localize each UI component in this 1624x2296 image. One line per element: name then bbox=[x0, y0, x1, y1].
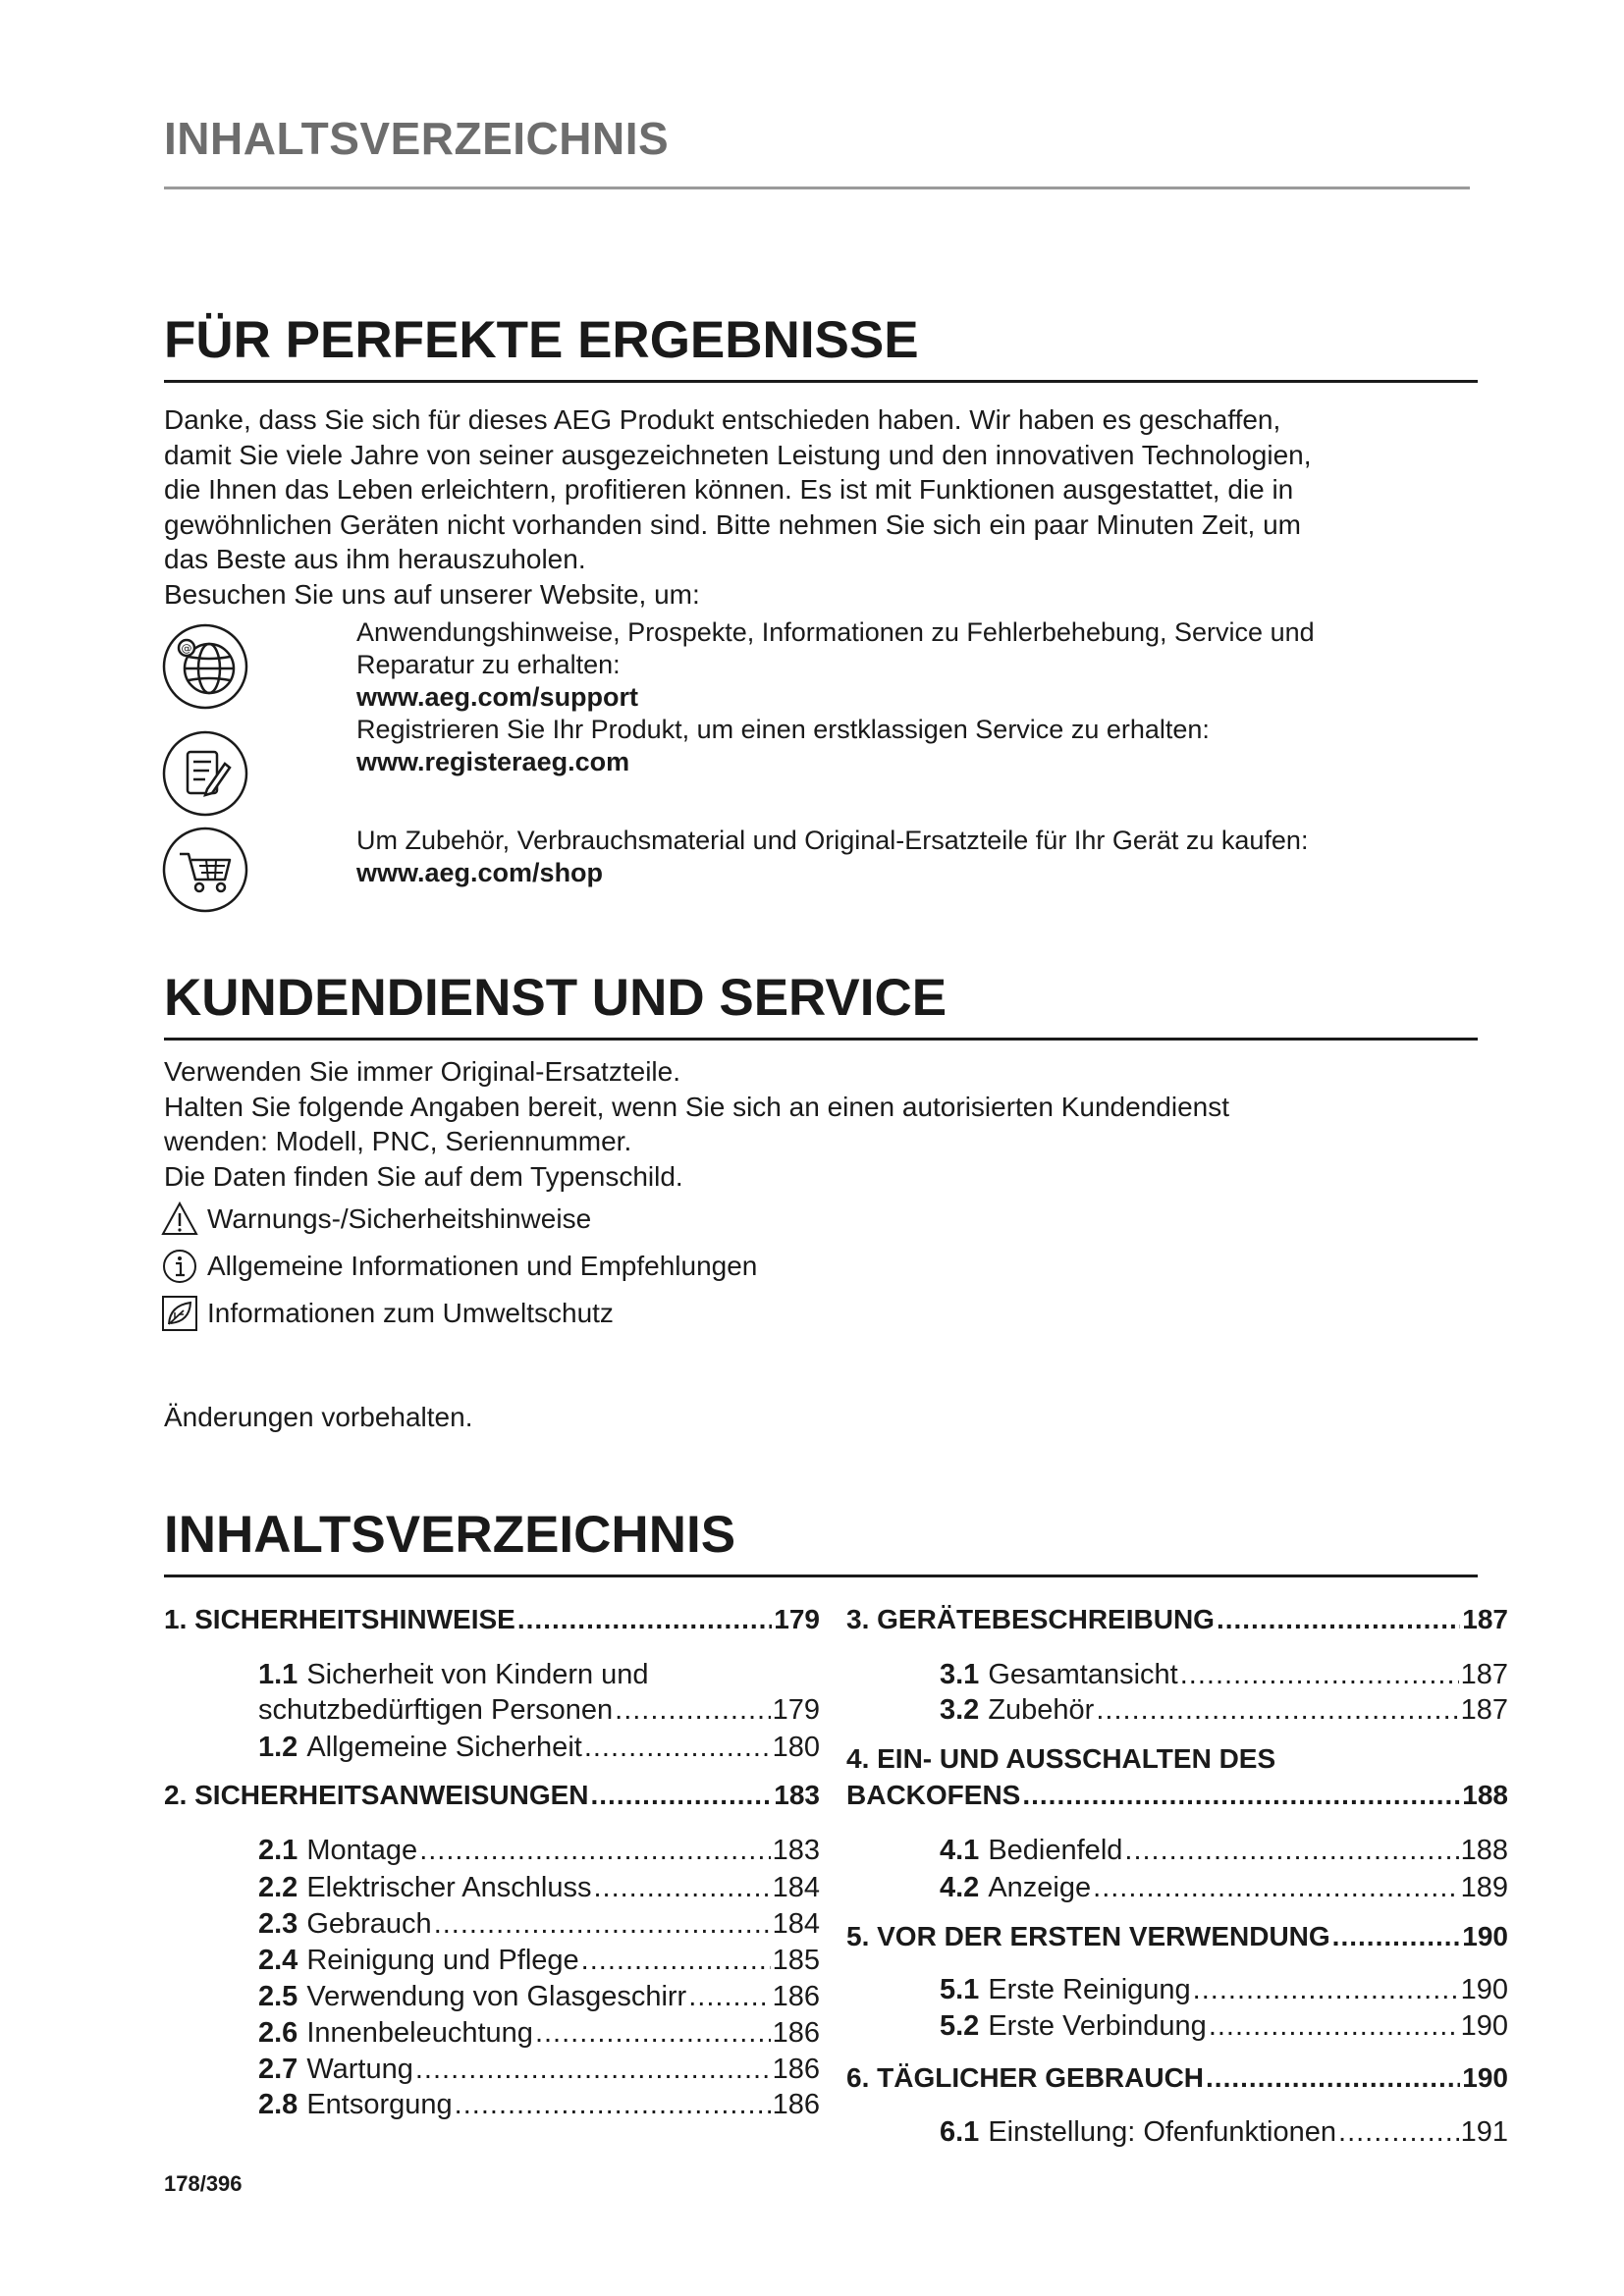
toc-entry-number: 3.2 bbox=[940, 1694, 980, 1726]
toc-chapter-entry[interactable] bbox=[846, 1921, 1508, 1952]
section-title-service bbox=[164, 969, 1478, 1041]
toc-entry-label: Allgemeine Sicherheit bbox=[306, 1732, 582, 1763]
toc-leader-dots bbox=[1209, 2010, 1459, 2043]
toc-entry-number: 1.1 bbox=[258, 1659, 298, 1690]
site-row-shop bbox=[160, 825, 1476, 923]
paragraph-line: Verwenden Sie immer Original-Ersatzteile. bbox=[164, 1056, 680, 1087]
toc-section-entry[interactable] bbox=[940, 2116, 1508, 2149]
toc-chapter-entry-line1[interactable] bbox=[846, 1743, 1508, 1775]
toc-section-entry[interactable] bbox=[258, 2089, 820, 2121]
paragraph-line: wenden: Modell, PNC, Seriennummer. bbox=[164, 1126, 632, 1156]
toc-entry-label: Elektrischer Anschluss bbox=[306, 1872, 592, 1903]
toc-entry-number: 2.5 bbox=[258, 1981, 298, 2012]
site-description-line: Um Zubehör, Verbrauchsmaterial und Original-Ersatzteile für Ihr Gerät zu kaufen: bbox=[356, 826, 1309, 855]
paragraph-line: Danke, dass Sie sich für dieses AEG Produkt entschieden haben. Wir haben es geschaffen, bbox=[164, 404, 1281, 435]
toc-entry-page: 187 bbox=[1460, 1694, 1508, 1726]
toc-entry-label: 5. VOR DER ERSTEN VERWENDUNG bbox=[846, 1921, 1330, 1951]
toc-entry-number: 4.2 bbox=[940, 1872, 980, 1903]
toc-entry-page: 188 bbox=[1462, 1780, 1508, 1810]
toc-entry-page: 186 bbox=[772, 1981, 820, 2012]
toc-entry-page: 179 bbox=[774, 1604, 820, 1634]
section-divider bbox=[164, 380, 1478, 383]
toc-leader-dots bbox=[517, 1604, 772, 1635]
toc-entry-number: 2.8 bbox=[258, 2089, 298, 2120]
toc-entry-number: 5.2 bbox=[940, 2010, 980, 2042]
section-heading: FÜR PERFEKTE ERGEBNISSE bbox=[164, 311, 919, 369]
toc-entry-page: 188 bbox=[1460, 1835, 1508, 1866]
toc-leader-dots bbox=[1217, 1604, 1460, 1635]
header-divider bbox=[164, 187, 1470, 189]
toc-entry-number: 5.1 bbox=[940, 1974, 980, 2005]
toc-entry-number: 2.2 bbox=[258, 1872, 298, 1903]
globe-icon bbox=[160, 621, 250, 712]
toc-section-entry-line1[interactable] bbox=[258, 1659, 820, 1691]
toc-section-entry[interactable] bbox=[258, 1981, 820, 2013]
toc-entry-number: 2.7 bbox=[258, 2054, 298, 2085]
toc-leader-dots bbox=[615, 1694, 770, 1727]
toc-entry-label: Montage bbox=[306, 1835, 418, 1866]
toc-leader-dots bbox=[688, 1981, 770, 2013]
toc-entry-label: Innenbeleuchtung bbox=[306, 2017, 533, 2049]
paragraph-line: gewöhnlichen Geräten nicht vorhanden sind. Bitte nehmen Sie sich ein paar Minuten Zeit, um bbox=[164, 508, 1302, 540]
toc-leader-dots bbox=[1332, 1921, 1461, 1952]
toc-section-entry[interactable] bbox=[258, 1908, 820, 1941]
toc-entry-label: Verwendung von Glasgeschirr bbox=[306, 1981, 687, 2012]
toc-leader-dots bbox=[1022, 1780, 1460, 1811]
toc-entry-number: 6.1 bbox=[940, 2116, 980, 2148]
site-row-support bbox=[160, 616, 1476, 724]
toc-chapter-entry[interactable] bbox=[846, 1604, 1508, 1635]
toc-section-entry[interactable] bbox=[940, 1835, 1508, 1867]
toc-leader-dots bbox=[419, 1835, 770, 1867]
toc-section-entry[interactable] bbox=[940, 1974, 1508, 2006]
toc-entry-number: 2.1 bbox=[258, 1835, 298, 1866]
toc-entry-label: Wartung bbox=[306, 2054, 413, 2085]
toc-leader-dots bbox=[434, 1908, 771, 1941]
toc-chapter-entry[interactable] bbox=[164, 1604, 820, 1635]
toc-entry-page: 183 bbox=[772, 1835, 820, 1866]
section-divider bbox=[164, 1038, 1478, 1041]
toc-entry-page: 185 bbox=[772, 1945, 820, 1976]
toc-entry-label-continued: BACKOFENS bbox=[846, 1780, 1021, 1810]
toc-entry-label: Erste Reinigung bbox=[988, 1974, 1191, 2005]
toc-section-entry[interactable] bbox=[258, 1694, 820, 1727]
page-header-title: INHALTSVERZEICHNIS bbox=[164, 113, 670, 164]
toc-entry-label: Gebrauch bbox=[306, 1908, 432, 1940]
legend-warning bbox=[160, 1200, 591, 1239]
toc-leader-dots bbox=[415, 2054, 771, 2086]
toc-entry-page: 180 bbox=[772, 1732, 820, 1763]
toc-leader-dots bbox=[1180, 1659, 1459, 1691]
section-heading: KUNDENDIENST UND SERVICE bbox=[164, 969, 947, 1027]
toc-leader-dots bbox=[1338, 2116, 1459, 2149]
section-divider bbox=[164, 1575, 1478, 1577]
legend-label: Informationen zum Umweltschutz bbox=[207, 1298, 614, 1328]
toc-section-entry[interactable] bbox=[258, 2054, 820, 2086]
toc-entry-label-continued: schutzbedürftigen Personen bbox=[258, 1694, 614, 1726]
toc-leader-dots bbox=[581, 1945, 771, 1977]
toc-entry-label: Erste Verbindung bbox=[988, 2010, 1207, 2042]
toc-entry-page: 186 bbox=[772, 2054, 820, 2085]
site-row-register bbox=[160, 714, 1476, 812]
toc-entry-label: Sicherheit von Kindern und bbox=[306, 1659, 649, 1690]
toc-entry-number: 1.2 bbox=[258, 1732, 298, 1763]
page-number: 178/396 bbox=[164, 2171, 243, 2196]
toc-entry-label: 3. GERÄTEBESCHREIBUNG bbox=[846, 1604, 1215, 1634]
toc-entry-label: Gesamtansicht bbox=[988, 1659, 1178, 1690]
legend-environment bbox=[160, 1294, 614, 1333]
toc-entry-page: 179 bbox=[772, 1694, 820, 1726]
paragraph-line: die Ihnen das Leben erleichtern, profitieren können. Es ist mit Funktionen ausgestattet, die in bbox=[164, 474, 1294, 505]
toc-leader-dots bbox=[1206, 2062, 1460, 2094]
toc-entry-number: 4.1 bbox=[940, 1835, 980, 1866]
site-text-block bbox=[356, 825, 1308, 889]
toc-entry-number: 2.3 bbox=[258, 1908, 298, 1940]
change-note bbox=[164, 1400, 1470, 1435]
toc-chapter-entry[interactable] bbox=[164, 1780, 820, 1811]
info-icon bbox=[160, 1247, 199, 1286]
section-heading: INHALTSVERZEICHNIS bbox=[164, 1506, 736, 1564]
toc-entry-label: 2. SICHERHEITSANWEISUNGEN bbox=[164, 1780, 589, 1810]
toc-entry-page: 191 bbox=[1460, 2116, 1508, 2148]
section-title-perfect bbox=[164, 311, 1478, 383]
shopping-cart-icon bbox=[160, 825, 250, 915]
toc-leader-dots bbox=[535, 2017, 771, 2050]
toc-leader-dots bbox=[584, 1732, 771, 1764]
toc-entry-number: 2.6 bbox=[258, 2017, 298, 2049]
site-description-line: Reparatur zu erhalten: bbox=[356, 650, 621, 679]
toc-entry-label: Einstellung: Ofenfunktionen bbox=[988, 2116, 1337, 2148]
toc-chapter-entry[interactable] bbox=[846, 1780, 1508, 1811]
legend-label: Allgemeine Informationen und Empfehlungen bbox=[207, 1251, 758, 1281]
paragraph-line: damit Sie viele Jahre von seiner ausgezeichneten Leistung und den innovativen Technologien, bbox=[164, 439, 1312, 470]
toc-leader-dots bbox=[1193, 1974, 1459, 2006]
section-title-toc bbox=[164, 1506, 1478, 1577]
toc-leader-dots bbox=[455, 2089, 771, 2121]
paragraph-line: Halten Sie folgende Angaben bereit, wenn Sie sich an einen autorisierten Kundendienst bbox=[164, 1091, 1229, 1122]
shop-link[interactable]: www.aeg.com/shop bbox=[356, 858, 604, 887]
toc-entry-page: 184 bbox=[772, 1908, 820, 1940]
support-link[interactable]: www.aeg.com/support bbox=[356, 682, 639, 712]
toc-entry-page: 186 bbox=[772, 2017, 820, 2049]
toc-section-entry[interactable] bbox=[940, 1659, 1508, 1691]
toc-section-entry[interactable] bbox=[258, 1732, 820, 1764]
environment-leaf-icon bbox=[160, 1294, 199, 1333]
toc-entry-label: Bedienfeld bbox=[988, 1835, 1123, 1866]
toc-section-entry[interactable] bbox=[258, 1945, 820, 1977]
toc-entry-page: 190 bbox=[1462, 2062, 1508, 2093]
site-description-line: Anwendungshinweise, Prospekte, Informationen zu Fehlerbehebung, Service und bbox=[356, 617, 1315, 647]
toc-entry-page: 190 bbox=[1460, 2010, 1508, 2042]
paragraph-line: das Beste aus ihm herauszuholen. bbox=[164, 544, 586, 574]
toc-entry-label: Entsorgung bbox=[306, 2089, 453, 2120]
toc-entry-page: 184 bbox=[772, 1872, 820, 1903]
toc-leader-dots bbox=[1124, 1835, 1458, 1867]
toc-section-entry[interactable] bbox=[940, 1872, 1508, 1904]
svg-text:@: @ bbox=[181, 642, 192, 655]
warning-triangle-icon bbox=[160, 1200, 199, 1239]
site-text-block bbox=[356, 714, 1210, 778]
toc-entry-page: 187 bbox=[1462, 1604, 1508, 1634]
toc-entry-label: 4. EIN- UND AUSSCHALTEN DES bbox=[846, 1743, 1276, 1774]
toc-leader-dots bbox=[1096, 1694, 1458, 1727]
register-link[interactable]: www.registeraeg.com bbox=[356, 747, 630, 776]
toc-entry-page: 189 bbox=[1460, 1872, 1508, 1903]
toc-entry-label: Reinigung und Pflege bbox=[306, 1945, 579, 1976]
toc-entry-page: 183 bbox=[774, 1780, 820, 1810]
paragraph-line: Besuchen Sie uns auf unserer Website, um: bbox=[164, 578, 700, 610]
site-description-line: Registrieren Sie Ihr Produkt, um einen erstklassigen Service zu erhalten: bbox=[356, 715, 1210, 744]
toc-leader-dots bbox=[1093, 1872, 1458, 1904]
toc-section-entry[interactable] bbox=[258, 1872, 820, 1904]
toc-entry-page: 190 bbox=[1462, 1921, 1508, 1951]
toc-section-entry[interactable] bbox=[258, 2017, 820, 2050]
site-text-block bbox=[356, 616, 1315, 714]
toc-leader-dots bbox=[593, 1872, 770, 1904]
toc-section-entry[interactable] bbox=[940, 2010, 1508, 2043]
toc-leader-dots bbox=[591, 1780, 773, 1811]
toc-entry-label: Anzeige bbox=[988, 1872, 1092, 1903]
toc-section-entry[interactable] bbox=[258, 1835, 820, 1867]
toc-entry-number: 3.1 bbox=[940, 1659, 980, 1690]
toc-entry-page: 186 bbox=[772, 2089, 820, 2120]
legend-info bbox=[160, 1247, 757, 1286]
service-paragraph bbox=[164, 1054, 1470, 1194]
toc-entry-page: 190 bbox=[1460, 1974, 1508, 2005]
legend-label: Warnungs-/Sicherheitshinweise bbox=[207, 1203, 592, 1234]
toc-chapter-entry[interactable] bbox=[846, 2062, 1508, 2094]
change-note-text: Änderungen vorbehalten. bbox=[164, 1402, 473, 1432]
intro-paragraph bbox=[164, 402, 1470, 612]
toc-entry-label: 1. SICHERHEITSHINWEISE bbox=[164, 1604, 515, 1634]
toc-entry-number: 2.4 bbox=[258, 1945, 298, 1976]
toc-section-entry[interactable] bbox=[940, 1694, 1508, 1727]
page-header bbox=[164, 113, 1470, 189]
toc-entry-label: Zubehör bbox=[988, 1694, 1095, 1726]
register-document-icon bbox=[160, 728, 250, 819]
paragraph-line: Die Daten finden Sie auf dem Typenschild. bbox=[164, 1160, 683, 1192]
toc-entry-page: 187 bbox=[1460, 1659, 1508, 1690]
toc-entry-label: 6. TÄGLICHER GEBRAUCH bbox=[846, 2062, 1205, 2093]
